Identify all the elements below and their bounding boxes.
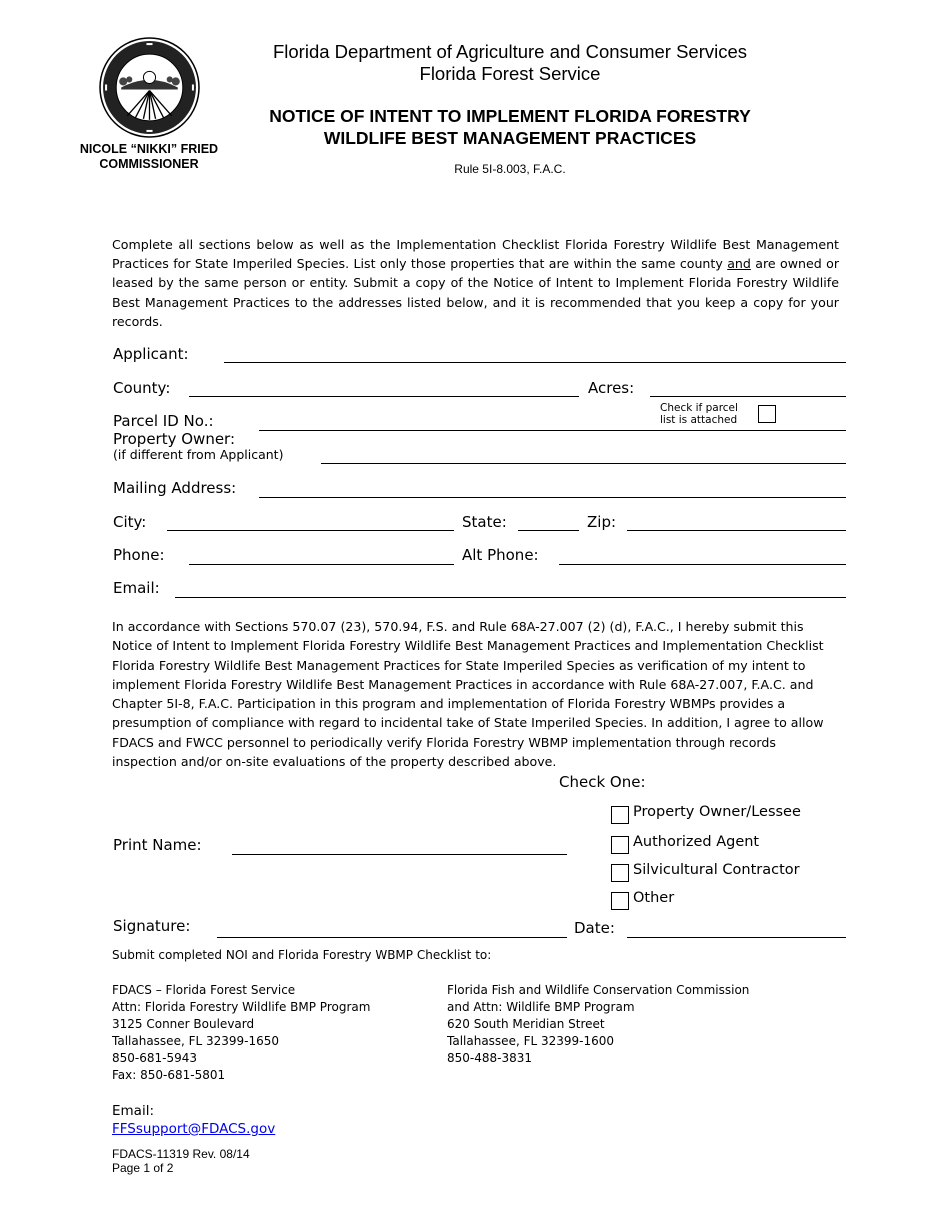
intro-emphasis: and (727, 256, 751, 272)
zip-field[interactable] (627, 530, 846, 531)
fdacs-email-label: Email: (112, 1103, 155, 1119)
city-label: City: (113, 513, 147, 531)
role-checkbox-other[interactable] (611, 892, 629, 910)
role-checkbox-owner[interactable] (611, 806, 629, 824)
applicant-field[interactable] (224, 362, 846, 363)
county-field[interactable] (189, 396, 579, 397)
parcel-id-field[interactable] (259, 430, 846, 431)
signature-field[interactable] (217, 937, 567, 938)
role-option-owner: Property Owner/Lessee (633, 804, 801, 820)
intro-paragraph: Complete all sections below as well as the Implementation Checklist Florida Forestry Wildlife Best Management Practices for State Imperiled Species. List only those properties that are within the same county and are owned or leased by the same person or entity. Submit a copy of the Notice of Intent to Implement Florida Forestry Wildlife Best Management Practices to the addresses listed below, and it is recommended that you keep a copy for your records. (112, 237, 839, 329)
date-label: Date: (574, 919, 615, 937)
parcel-list-check-text: Check if parcel list is attached (660, 402, 738, 426)
commissioner-title: COMMISSIONER (99, 157, 199, 171)
form-title-line1: NOTICE OF INTENT TO IMPLEMENT FLORIDA FORESTRY (269, 106, 751, 126)
zip-label: Zip: (587, 513, 617, 531)
state-field[interactable] (518, 530, 579, 531)
department-seal (99, 37, 200, 138)
parcel-id-label: Parcel ID No.: (113, 412, 214, 430)
alt-phone-field[interactable] (559, 564, 846, 565)
role-option-agent: Authorized Agent (633, 834, 760, 850)
county-label: County: (113, 379, 171, 397)
acres-field[interactable] (650, 396, 846, 397)
email-field[interactable] (175, 597, 846, 598)
form-title-line2: WILDLIFE BEST MANAGEMENT PRACTICES (323, 128, 697, 148)
phone-field[interactable] (189, 564, 454, 565)
fwc-address: Florida Fish and Wildlife Conservation Commission and Attn: Wildlife BMP Program 620 South Meridian Street Tallahassee, FL 32399-1600 850-488-3831 (447, 983, 750, 1065)
date-field[interactable] (627, 937, 846, 938)
role-option-other: Other (633, 890, 675, 906)
property-owner-label: Property Owner: (113, 430, 236, 448)
role-checkbox-contractor[interactable] (611, 864, 629, 882)
mailing-address-field[interactable] (259, 497, 846, 498)
state-label: State: (462, 513, 507, 531)
rule-citation: Rule 5I-8.003, F.A.C. (454, 162, 566, 176)
submit-instruction: Submit completed NOI and Florida Forestry WBMP Checklist to: (112, 948, 492, 962)
fdacs-email-line (112, 1084, 275, 1138)
acres-label: Acres: (588, 379, 635, 397)
mailing-address-label: Mailing Address: (113, 479, 237, 497)
property-owner-note: (if different from Applicant) (113, 447, 284, 462)
print-name-label: Print Name: (113, 836, 202, 854)
page-number: Page 1 of 2 (112, 1161, 174, 1175)
commissioner-name: NICOLE “NIKKI” FRIED (79, 142, 219, 156)
city-field[interactable] (167, 530, 454, 531)
alt-phone-label: Alt Phone: (462, 546, 539, 564)
role-option-contractor: Silvicultural Contractor (633, 862, 800, 878)
print-name-field[interactable] (232, 854, 567, 855)
fdacs-email-link[interactable]: FFSsupport@FDACS.gov (112, 1121, 276, 1137)
applicant-label: Applicant: (113, 345, 189, 363)
form-number: FDACS-11319 Rev. 08/14 (112, 1147, 250, 1161)
email-label: Email: (113, 579, 160, 597)
property-owner-field[interactable] (321, 463, 846, 464)
check-one-label: Check One: (559, 773, 646, 791)
signature-label: Signature: (113, 917, 191, 935)
agency-name: Florida Department of Agriculture and Consumer Services (272, 41, 748, 62)
certification-statement: In accordance with Sections 570.07 (23), 570.94, F.S. and Rule 68A-27.007 (2) (d), F.A.C., I hereby submit this Notice of Intent to Implement Florida Forestry Wildlife Best Management Practices and Implementation Checklist Florida Forestry Wildlife Best Management Practices for State Imperiled Species as verification of my intent to implement Florida Forestry Wildlife Best Management Practices in accordance with Rule 68A-27.007, F.A.C. and Chapter 5I-8, F.A.C. Participation in this program and implementation of Florida Forestry WBMPs provides a presumption of compliance with regard to incidental take of State Imperiled Species. In addition, I agree to allow FDACS and FWCC personnel to periodically verify Florida Forestry WBMP implementation through records inspection and/or on-site evaluations of the property described above. (112, 619, 824, 770)
phone-label: Phone: (113, 546, 165, 564)
parcel-list-checkbox[interactable] (758, 405, 776, 423)
fdacs-address: FDACS – Florida Forest Service Attn: Florida Forestry Wildlife BMP Program 3125 Conner Boulevard Tallahassee, FL 32399-1650 850-681-5943 Fax: 850-681-5801 (112, 983, 371, 1082)
division-name: Florida Forest Service (419, 63, 601, 84)
role-checkbox-agent[interactable] (611, 836, 629, 854)
